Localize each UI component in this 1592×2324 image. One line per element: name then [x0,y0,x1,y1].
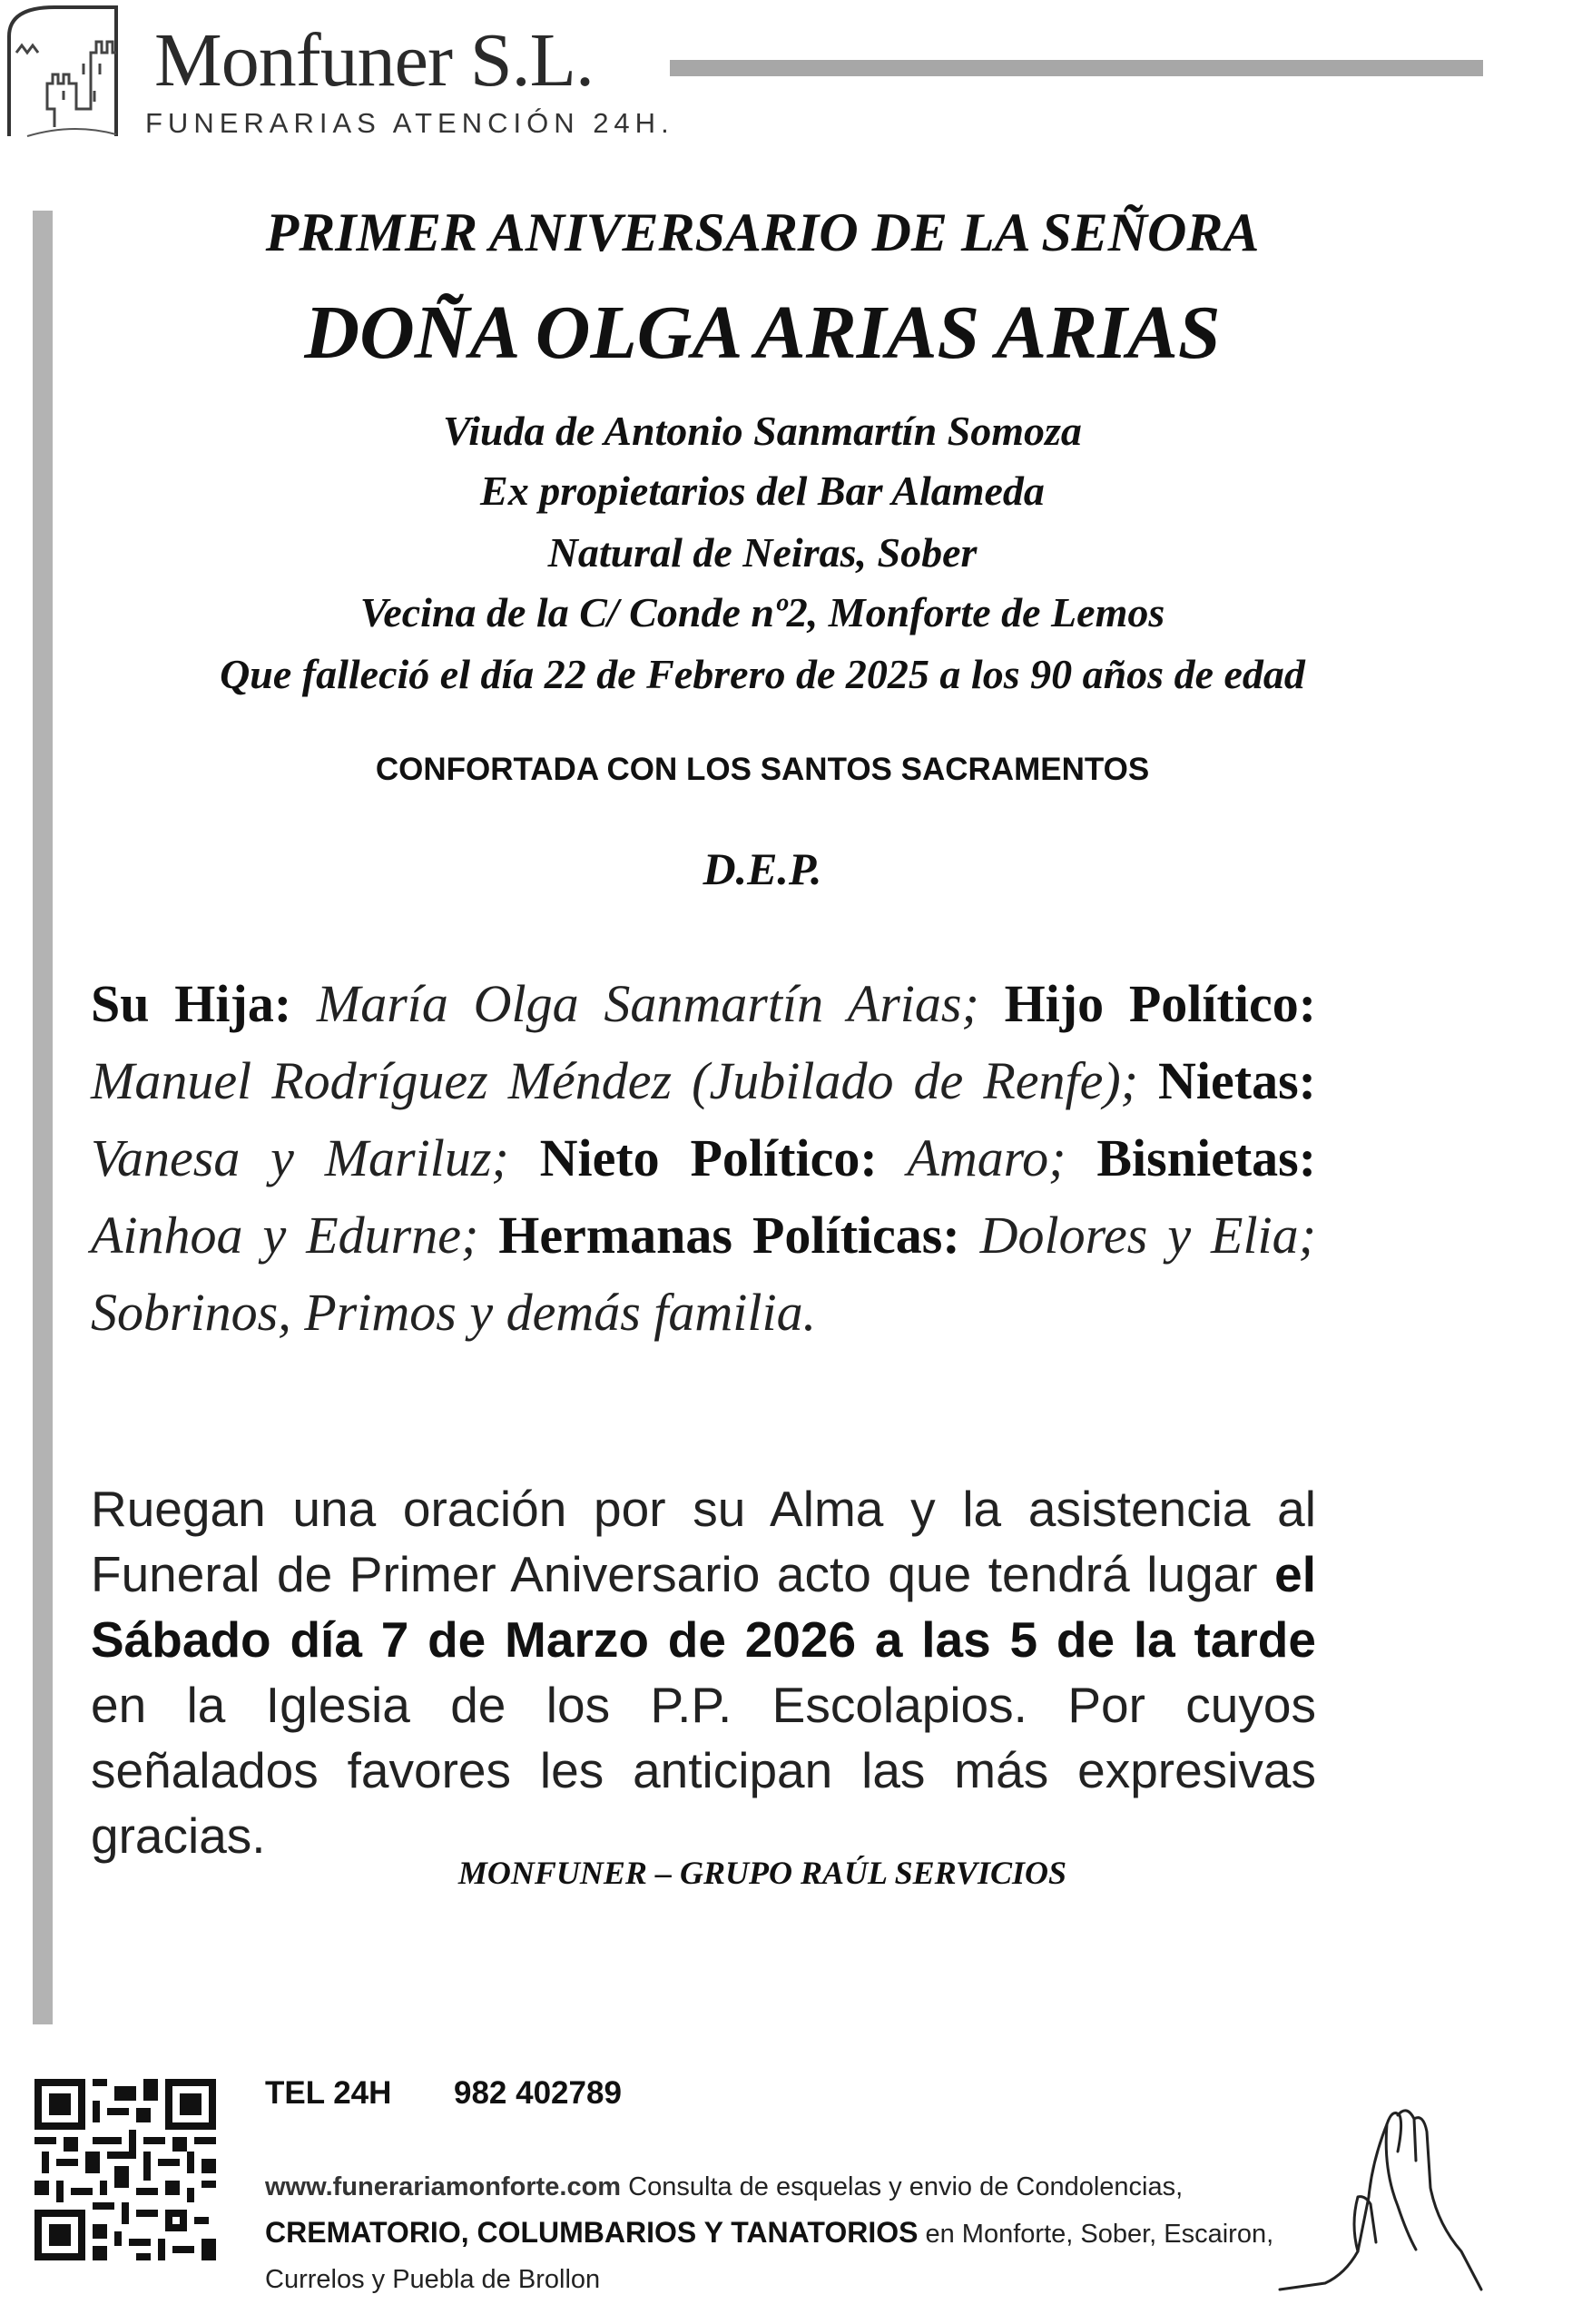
deceased-name: DOÑA OLGA ARIAS ARIAS [304,290,1221,375]
phone-label: TEL 24H [265,2075,392,2111]
detail-line: Ex propietarios del Bar Alameda [480,468,1045,514]
sacraments-line: CONFORTADA CON LOS SANTOS SACRAMENTOS [375,752,1150,787]
family-label: Nietas: [1158,1051,1316,1110]
footer-text: Consulta de esquelas y envio de Condolencias, [621,2172,1184,2201]
family-names: Dolores y Elia; Sobrinos, Primos y demás familia. [91,1206,1316,1342]
detail-line: Viuda de Antonio Sanmartín Somoza [443,408,1082,454]
family-names: María Olga Sanmartín Arias; [291,974,1005,1033]
services-list: CREMATORIO, COLUMBARIOS Y TANATORIOS [265,2216,919,2249]
prayer-paragraph [91,1476,1316,1868]
family-names: Amaro; [877,1128,1097,1187]
prayer-text: en la Iglesia de los P.P. Escolapios. Por cuyos señalados favores les anticipan las más expresivas gracias. [91,1677,1316,1864]
phone-number[interactable]: 982 402789 [454,2075,622,2111]
family-label: Hermanas Políticas: [498,1206,960,1265]
event-datetime: el Sábado día 7 de Marzo de 2026 a las 5 de la tarde [91,1546,1316,1668]
detail-line: Que falleció el día 22 de Febrero de 2025 a los 90 años de edad [220,651,1305,697]
family-label: Bisnietas: [1096,1128,1317,1187]
family-names: Manuel Rodríguez Méndez (Jubilado de Renfe); [91,1051,1159,1110]
brand-name: Monfuner S.L. [154,18,594,103]
footer-text: en Monforte, Sober, Escairon, Currelos y Puebla de Brollon [265,2220,1274,2294]
header-divider-bar [670,60,1483,76]
detail-line: Natural de Neiras, Sober [547,529,978,576]
family-names: Ainhoa y Edurne; [91,1206,499,1265]
family-paragraph [91,965,1316,1351]
family-label: Su Hija: [91,974,292,1033]
brand-tagline: FUNERARIAS ATENCIÓN 24H. [145,107,674,139]
signature: MONFUNER – GRUPO RAÚL SERVICIOS [457,1855,1067,1891]
prayer-text: Ruegan una oración por su Alma y la asistencia al Funeral de Primer Aniversario acto que tendrá lugar [91,1481,1316,1602]
side-rule [33,211,53,2024]
praying-hands-icon [1271,2088,1489,2297]
qr-code-icon[interactable] [34,2079,216,2260]
family-label: Hijo Político: [1004,974,1317,1033]
website-link[interactable]: www.funerariamonforte.com [265,2172,622,2201]
family-names: Vanesa y Mariluz; [91,1128,540,1187]
castle-logo-icon [0,0,127,145]
notice-title: PRIMER ANIVERSARIO DE LA SEÑORA [265,202,1260,262]
detail-line: Vecina de la C/ Conde nº2, Monforte de Lemos [359,589,1165,635]
dep-line: D.E.P. [703,843,822,894]
footer-info [265,2164,1318,2302]
family-label: Nieto Político: [539,1128,878,1187]
